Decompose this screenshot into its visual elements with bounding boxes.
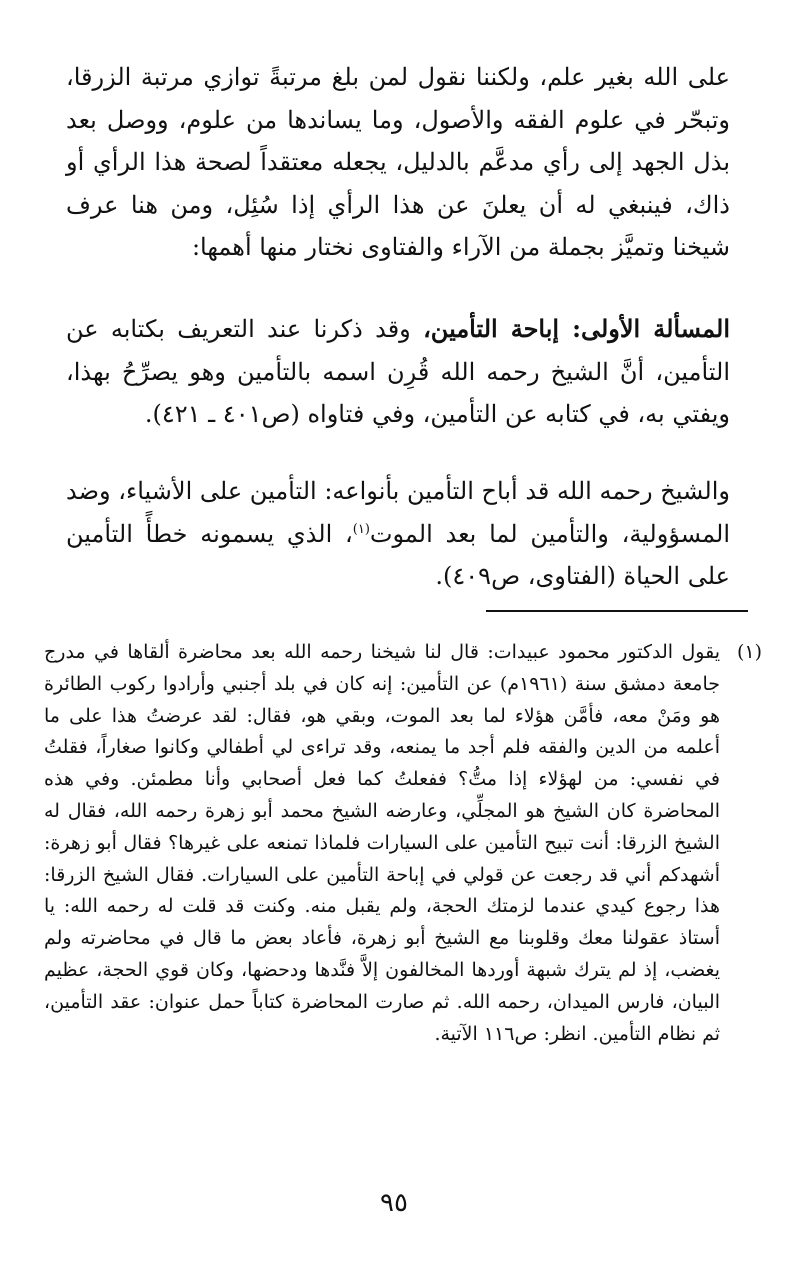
footnote-marker: (١) [736, 641, 762, 663]
insurance-types-text-start: والشيخ رحمه الله قد أباح التأمين بأنواعه: التأمين على الأشياء، وضد المسؤولية، والتأمين لما بعد الموت [66, 477, 730, 548]
paragraph-first-issue [66, 308, 730, 436]
paragraph-intro [66, 56, 730, 269]
footnote-text: يقول الدكتور محمود عبيدات: قال لنا شيخنا رحمه الله بعد محاضرة ألقاها في مدرج جامعة دمشق سنة (١٩٦١م) عن التأمين: إنه كان في بلد أجنبي وأرادوا ركوب الطائرة هو ومَنْ معه، فأمَّن هؤلاء لما بعد الموت، وبقي هو، فقال: لقد عرضتُ هذا على ما أعلمه من الدين والفقه فلم أجد ما يمنعه، وقد تراءى لي أطفالي وكانوا صغاراً، فقلتُ في نفسي: من لهؤلاء إذا متُّ؟ ففعلتُ كما فعل أصحابي وأنا مطمئن. وفي هذه المحاضرة كان الشيخ هو المجلِّي، وعارضه الشيخ محمد أبو زهرة رحمه الله، فقال له الشيخ الزرقا: أنت تبيح التأمين على السيارات فلماذا تمنعه على غيرها؟ فقال أبو زهرة: أشهدكم أني قد رجعت عن قولي في إباحة التأمين على السيارات. فقال الشيخ الزرقا: هذا رجوع كيدي عندما لزمتك الحجة، ولم يقبل منه. وكنت قد قلت له رحمه الله: يا أستاذ عقولنا معك وقلوبنا مع الشيخ أبو زهرة، فأعاد بعض ما قال في محاضرته ولم يغضب، إذ لم يترك شبهة أوردها المخالفون إلاَّ فنَّدها ودحضها، وكان قوي الحجة، عظيم البيان، فارس الميدان، رحمه الله. ثم صارت المحاضرة كتاباً حمل عنوان: عقد التأمين، ثم نظام التأمين. انظر: ص١١٦ الآتية. [44, 641, 720, 1045]
footnote-reference[interactable]: (١) [352, 521, 370, 537]
footnote-divider [486, 610, 748, 612]
first-issue-heading: المسألة الأولى: إباحة التأمين، [423, 314, 730, 343]
page-number: ٩٥ [380, 1188, 408, 1218]
paragraph-intro-text: على الله بغير علم، ولكننا نقول لمن بلغ مرتبةً توازي مرتبة الزرقا، وتبحّر في علوم الفقه والأصول، وما يساندها من علوم، ووصل بعد بذل الجهد إلى رأي مدعَّم بالدليل، يجعله معتقداً لصحة هذا الرأي أو ذاك، فينبغي له أن يعلنَ عن هذا الرأي إذا سُئِل، ومن هنا عرف شيخنا وتميَّز بجملة من الآراء والفتاوى نختار منها أهمها: [66, 63, 730, 261]
footnote [44, 637, 762, 1050]
first-issue-text: وقد ذكرنا عند التعريف بكتابه عن التأمين، أنَّ الشيخ رحمه الله قُرِن اسمه بالتأمين وهو يصرِّحُ بهذا، ويفتي به، في كتابه عن التأمين، وفي فتاواه (ص٤٠١ ـ ٤٢١). [66, 315, 730, 428]
paragraph-insurance-types [66, 470, 730, 598]
insurance-types-text-end: ، الذي يسمونه خطأً التأمين على الحياة (الفتاوى، ص٤٠٩). [66, 519, 730, 590]
